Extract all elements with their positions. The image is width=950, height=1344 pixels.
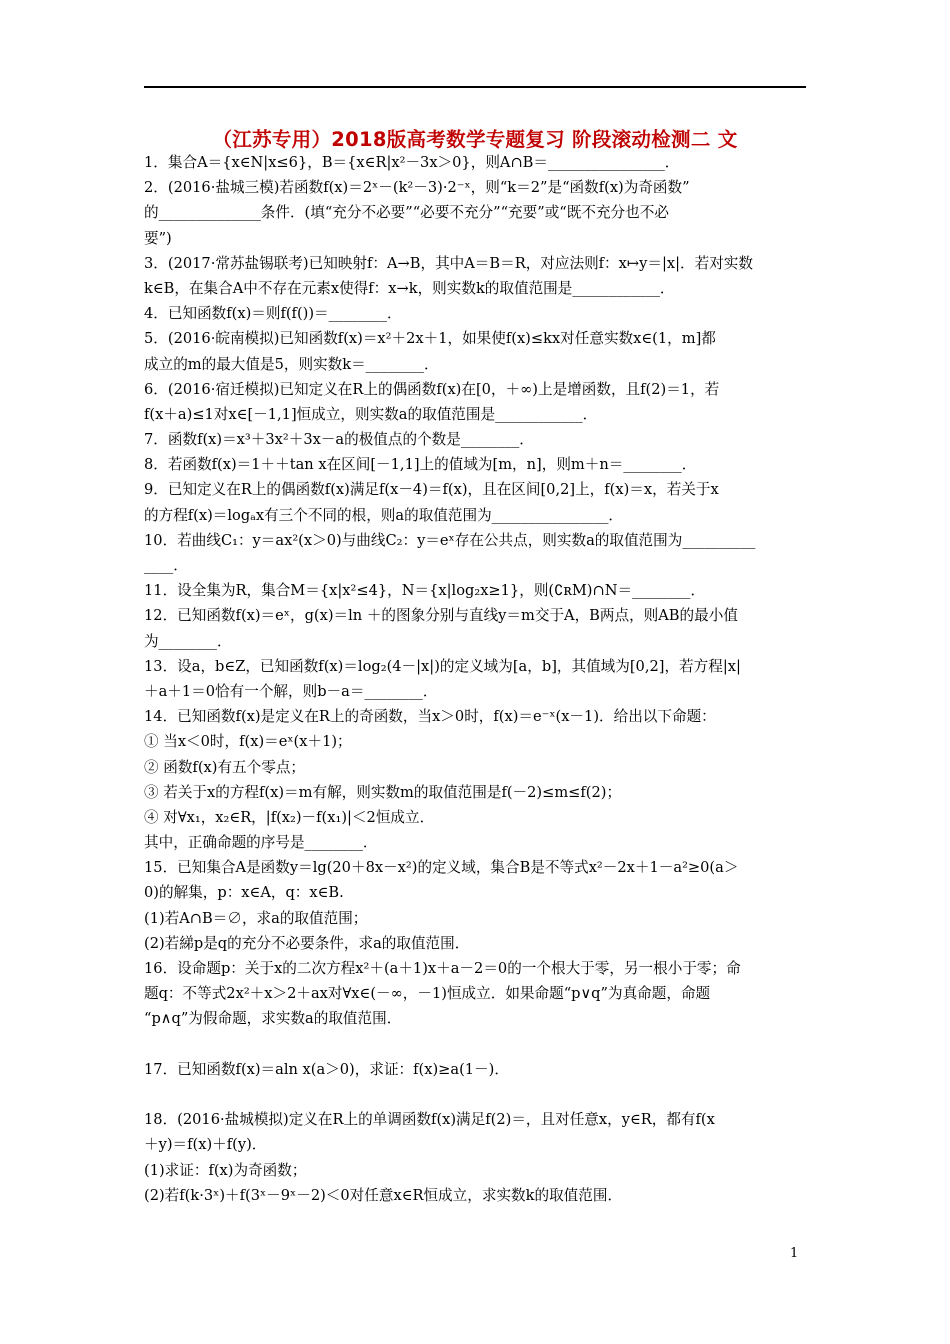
header-rule xyxy=(144,86,806,88)
text-line: 14．已知函数f(x)是定义在R上的奇函数，当x＞0时，f(x)＝e⁻ˣ(x－1)．给出以下命题： xyxy=(144,708,716,726)
blank-line xyxy=(144,1082,810,1107)
text-line: 要”) xyxy=(144,229,172,247)
text-line: 15．已知集合A是函数y＝lg(20＋8x－x²)的定义域，集合B是不等式x²－2x＋1－a²≥0(a＞ xyxy=(144,859,739,877)
text-line: 的方程f(x)＝logₐx有三个不同的根，则a的取值范围为________________． xyxy=(144,506,624,524)
text-line: 18．(2016·盐城模拟)定义在R上的单调函数f(x)满足f(2)＝，且对任意x，y∈R，都有f(x xyxy=(144,1111,715,1129)
document-title: （江苏专用）2018版高考数学专题复习 阶段滚动检测二 文 xyxy=(212,128,738,151)
text-line: 4．已知函数f(x)＝则f(f())＝________． xyxy=(144,305,402,323)
text-line: 为________． xyxy=(144,632,232,650)
text-line: k∈B，在集合A中不存在元素x使得f：x→k，则实数k的取值范围是____________． xyxy=(144,279,675,297)
text-line: 2．(2016·盐城三模)若函数f(x)＝2ˣ－(k²－3)·2⁻ˣ，则“k＝2”是“函数f(x)为奇函数” xyxy=(144,179,690,197)
text-line: 16．设命题p：关于x的二次方程x²＋(a＋1)x＋a－2＝0的一个根大于零，另一根小于零；命 xyxy=(144,960,741,977)
text-line: ＋a＋1＝0恰有一个解，则b－a＝________． xyxy=(144,682,438,700)
text-line: ＋y)＝f(x)＋f(y)． xyxy=(144,1136,267,1154)
text-line: 8．若函数f(x)＝1＋＋tan x在区间[－1,1]上的值域为[m，n]，则m＋n＝________． xyxy=(144,456,697,474)
text-line: (1)若A∩B＝∅，求a的取值范围； xyxy=(144,909,368,927)
text-line: ① 当x＜0时，f(x)＝eˣ(x＋1)； xyxy=(144,733,352,751)
text-line: 题q：不等式2x²＋x＞2＋ax对∀x∈(－∞，－1)恒成立．如果命题“p∨q”为真命题，命题 xyxy=(144,985,711,1003)
text-line: (1)求证：f(x)为奇函数； xyxy=(144,1161,307,1179)
text-line: 1．集合A＝{x∈N|x≤6}，B＝{x∈R|x²－3x＞0}，则A∩B＝________________． xyxy=(144,154,680,171)
text-line: 7．函数f(x)＝x³＋3x²＋3x－a的极值点的个数是________． xyxy=(144,431,534,449)
text-line: 其中，正确命题的序号是________． xyxy=(144,834,378,852)
text-line: 13．设a，b∈Z，已知函数f(x)＝log₂(4－|x|)的定义域为[a，b]，其值域为[0,2]，若方程|x| xyxy=(144,657,741,675)
text-line: f(x＋a)≤1对x∈[－1,1]恒成立，则实数a的取值范围是____________． xyxy=(144,405,598,423)
page-number: 1 xyxy=(790,1246,799,1261)
text-line: 的______________条件．(填“充分不必要”“必要不充分”“充要”或“既不充分也不必 xyxy=(144,204,669,222)
text-line: 11．设全集为R，集合M＝{x|x²≤4}，N＝{x|log₂x≥1}，则(∁ʀM)∩N＝________． xyxy=(144,582,706,600)
text-line: ④ 对∀x₁，x₂∈R，|f(x₂)－f(x₁)|＜2恒成立． xyxy=(144,808,435,826)
text-line: (2)若f(k·3ˣ)＋f(3ˣ－9ˣ－2)＜0对任意x∈R恒成立，求实数k的取值范围． xyxy=(144,1186,623,1204)
text-line: 12．已知函数f(x)＝eˣ，g(x)＝ln ＋的图象分别与直线y＝m交于A，B两点，则AB的最小值 xyxy=(144,607,738,625)
problem-list xyxy=(144,150,810,1208)
text-line: 3．(2017·常苏盐锡联考)已知映射f：A→B，其中A＝B＝R，对应法则f：x↦y＝|x|．若对实数 xyxy=(144,254,753,272)
text-line: 0)的解集，p：x∈A，q：x∈B. xyxy=(144,884,344,902)
text-line: “p∧q”为假命题，求实数a的取值范围． xyxy=(144,1010,402,1028)
text-line: ③ 若关于x的方程f(x)＝m有解，则实数m的取值范围是f(－2)≤m≤f(2)； xyxy=(144,783,622,801)
text-line: 17．已知函数f(x)＝aln x(a＞0)，求证：f(x)≥a(1－)． xyxy=(144,1060,509,1078)
blank-line xyxy=(144,1032,810,1057)
text-line: ____． xyxy=(144,557,188,574)
text-line: 9．已知定义在R上的偶函数f(x)满足f(x－4)＝f(x)，且在区间[0,2]上，f(x)＝x，若关于x xyxy=(144,481,719,499)
text-line: (2)若綈p是q的充分不必要条件，求a的取值范围． xyxy=(144,934,470,952)
text-line: 6．(2016·宿迁模拟)已知定义在R上的偶函数f(x)在[0，＋∞)上是增函数，且f(2)＝1，若 xyxy=(144,380,720,398)
text-line: 成立的m的最大值是5，则实数k＝________． xyxy=(144,355,439,373)
text-line: 5．(2016·皖南模拟)已知函数f(x)＝x²＋2x＋1，如果使f(x)≤kx对任意实数x∈(1，m]都 xyxy=(144,330,716,348)
text-line: 10．若曲线C₁：y＝ax²(x＞0)与曲线C₂：y＝eˣ存在公共点，则实数a的取值范围为__________ xyxy=(144,531,756,549)
text-line: ② 函数f(x)有五个零点； xyxy=(144,758,306,776)
